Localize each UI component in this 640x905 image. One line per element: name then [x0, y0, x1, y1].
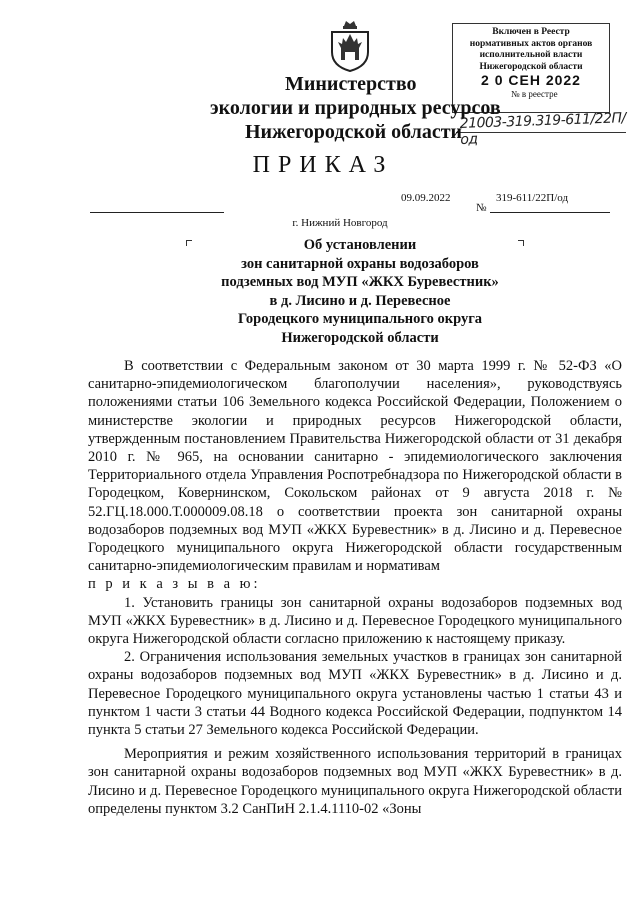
order-item-2: 2. Ограничения использования земельных участков в границах зон санитарной охраны водозаборов подземных вод МУП «ЖКХ Буревестник» в д. Лисино и д. Перевесное Городецкого муниципального округа установлены частью 1 статьи 43 и пунктом 1 части 3 статьи 44 Водного кодекса Российской Федерации, подпунктом 14 пункта 5 статьи 27 Земельного кодекса Российской Федерации.	[88, 649, 622, 739]
order-body	[88, 357, 622, 818]
city-name: г. Нижний Новгород	[292, 217, 388, 229]
subject-line-3: подземных вод МУП «ЖКХ Буревестник»	[221, 274, 499, 290]
stamp-line-3: исполнительной власти	[479, 50, 583, 60]
order-item-2-continuation: Мероприятия и режим хозяйственного использования территорий в границах зон санитарной охраны водозаборов подземных вод МУП «ЖКХ Буревестник» в д. Лисино и д. Перевесное Городецкого муниципального округа Нижегородской области определены пунктом 3.2 СанПиН 2.1.4.1110-02 «Зоны	[88, 746, 622, 817]
stamp-number-label: № в реестре	[511, 88, 558, 99]
ministry-line-3: Нижегородской области	[245, 121, 463, 143]
number-underline	[490, 212, 610, 213]
subject-line-2: зон санитарной охраны водозаборов	[241, 255, 479, 272]
ministry-line-1: Министерство	[285, 73, 417, 95]
ministry-line-2: экологии и природных ресурсов	[210, 97, 501, 119]
preamble-paragraph: В соответствии с Федеральным законом от 30 марта 1999 г. № 52-ФЗ «О санитарно-эпидемиологическом благополучии населения», руководствуясь положениями статьи 106 Земельного кодекса Российской Федерации, Положением о министерстве экологии и природных ресурсов Нижегородской области, утвержденным постановлением Правительства Нижегородской области от 31 декабря 2010 г. № 965, на основании санитарно - эпидемиологического заключения Территориального отдела Управления Роспотребнадзора по Нижегородской области в Городецком, Ковернинском, Сокольском районах от 9 августа 2018 г. № 52.ГЦ.18.000.Т.000009.08.18 о соответствии проекта зон санитарной охраны водозаборов подземных вод МУП «ЖКХ Буревестник» в д. Лисино и д. Перевесное Городецкого муниципального округа Нижегородской области государственным санитарно-эпидемиологическим правилам и нормативам	[88, 358, 622, 575]
order-date: 09.09.2022	[401, 192, 451, 204]
order-word: п р и к а з ы в а ю:	[88, 576, 261, 593]
stamp-date: 2 0 СЕН 2022	[481, 72, 581, 88]
order-number: 319-611/22П/од	[496, 192, 569, 204]
registry-number-handwritten: 21003-319.319-611/22П/од	[459, 110, 626, 148]
coat-of-arms-icon	[328, 20, 372, 72]
subject-line-6: Нижегородской области	[281, 329, 439, 346]
document-type-title: ПРИКАЗ	[252, 152, 394, 178]
subject-line-1: Об установлении	[303, 237, 417, 253]
stamp-line-4: Нижегородской области	[479, 61, 583, 72]
order-subject	[150, 236, 570, 347]
date-underline	[90, 212, 224, 213]
subject-line-4: в д. Лисино и д. Перевесное	[269, 292, 451, 309]
subject-line-5: Городецкого муниципального округа	[237, 311, 483, 327]
stamp-line-2: нормативных актов органов	[469, 38, 593, 49]
registry-underline	[456, 132, 626, 133]
number-sign: №	[476, 202, 487, 214]
order-item-1: 1. Установить границы зон санитарной охраны водозаборов подземных вод МУП «ЖКХ Буревестник» в д. Лисино и д. Перевесное Городецкого муниципального округа Нижегородской области согласно приложению к настоящему приказу.	[88, 594, 622, 648]
stamp-line-1: Включен в Реестр	[492, 27, 570, 37]
